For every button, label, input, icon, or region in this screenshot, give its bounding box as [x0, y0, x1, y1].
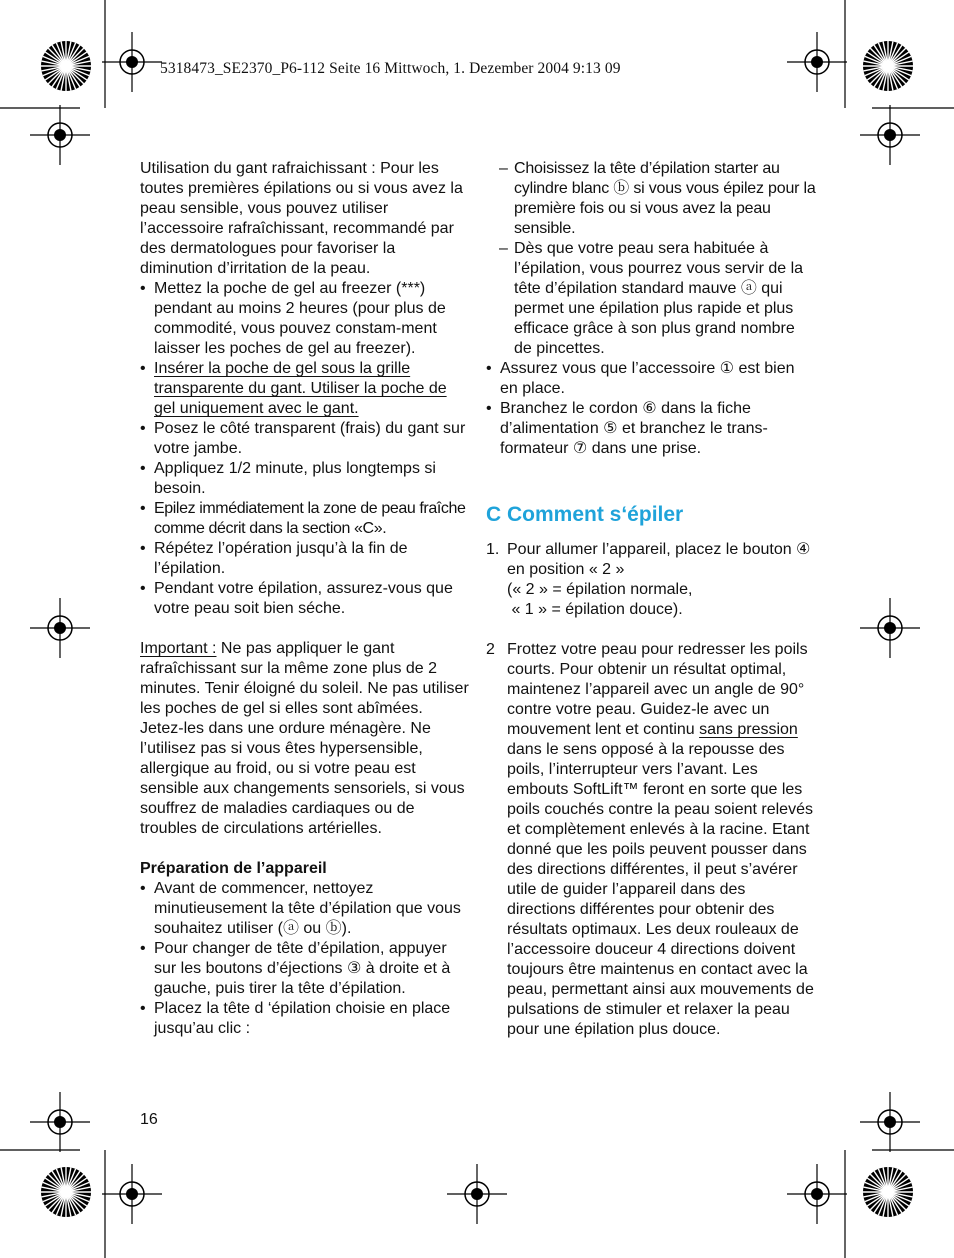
list-item: • Répétez l’opération jusqu’à la fin de l’épilation.	[140, 539, 470, 579]
list-item: • Epilez immédiatement la zone de peau fraîche comme décrit dans la section «C».	[140, 499, 470, 539]
list-item: – Dès que votre peau sera habituée à l’épilation, vous pourrez vous servir de la tête d’épilation standard mauve ⓐ qui permet une épilation plus rapide et plus efficace grâce à son plus grand nombre de pincettes.	[486, 239, 816, 359]
important-text: Ne pas appliquer le gant rafraîchissant sur la même zone plus de 2 minutes. Tenir éloigné du soleil. Ne pas utiliser les poches de gel si elles sont abîmées. Jetez-les dans une ordure ménagère. Ne l’utilisez pas si vous êtes hypersensible, allergique au froid, ou si votre peau est sensible aux changements sensoriels, si vous souffrez de maladies cardiaques ou de troubles de circulations artérielles.	[140, 640, 469, 837]
step-line: « 1 » = épilation douce).	[507, 601, 683, 618]
list-item: • Insérer la poche de gel sous la grille transparente du gant. Utiliser la poche de gel uniquement avec le gant.	[140, 359, 470, 419]
left-column	[140, 159, 470, 1039]
list-item: • Posez le côté transparent (frais) du gant sur votre jambe.	[140, 419, 470, 459]
list-item: • Branchez le cordon ⑥ dans la fiche d’alimentation ⑤ et branchez le trans-formateur ⑦ dans une prise.	[486, 399, 816, 459]
step-2	[486, 640, 816, 1040]
step-number: 1.	[486, 541, 500, 558]
list-item: • Assurez vous que l’accessoire ① est bien en place.	[486, 359, 816, 399]
list-item: – Choisissez la tête d’épilation starter au cylindre blanc ⓑ si vous vous épilez pour la première fois ou si vous avez la peau sensible.	[486, 159, 816, 239]
list-item: • Avant de commencer, nettoyez minutieusement la tête d’épilation que vous souhaitez utiliser (ⓐ ou ⓑ).	[140, 879, 470, 939]
step-line: Pour allumer l’appareil, placez le bouton ④ en position « 2 »	[507, 541, 811, 578]
step-number: 2	[486, 641, 495, 658]
print-header: 5318473_SE2370_P6-112 Seite 16 Mittwoch, 1. Dezember 2004 9:13 09	[160, 60, 621, 77]
step-text-part: Frottez votre peau pour redresser les poils courts. Pour obtenir un résultat optimal, maintenez l’appareil avec un angle de 90° contre votre peau. Guidez-le avec un mouvement lent et continu	[507, 641, 808, 738]
right-column	[486, 159, 816, 1040]
intro-paragraph: Utilisation du gant rafraichissant : Pour les toutes premières épilations ou si vous avez la peau sensible, vous pouvez utiliser l’accessoire rafraîchissant, recommandé par des dermatologues pour favoriser la diminution d’irritation de la peau.	[140, 160, 463, 277]
step-text	[507, 640, 816, 1040]
sans-pression-emphasis: sans pression	[699, 721, 798, 738]
page-number: 16	[140, 1111, 158, 1128]
step-1	[486, 540, 816, 620]
list-item: • Mettez la poche de gel au freezer (***) pendant au moins 2 heures (pour plus de commodité, vous pouvez constam-ment laisser les poches de gel au freezer).	[140, 279, 470, 359]
step-line: (« 2 » = épilation normale,	[507, 581, 693, 598]
prep-title: Préparation de l’appareil	[140, 860, 327, 877]
important-label: Important :	[140, 640, 217, 657]
section-heading: C Comment s‘épiler	[486, 503, 684, 526]
list-item: • Placez la tête d ‘épilation choisie en place jusqu’au clic :	[140, 999, 470, 1039]
step-text-part: dans le sens opposé à la repousse des poils, l’interrupteur vers l’avant. Les embouts SoftLift™ feront en sorte que les poils couchés contre la peau soient relevés et complètement enlevés à la racine. Etant donné que les poils peuvent pousser dans des directions différentes, il peut s’avérer utile de guider l’appareil dans des directions différentes pour obtenir des résultats optimaux. Les deux rouleaux de l’accessoire douceur 4 directions doivent toujours être maintenus en contact avec la peau, permettant ainsi aux mouvements de pulsations de stimuler et relaxer la peau pour une épilation plus douce.	[507, 741, 814, 1038]
list-item: • Pendant votre épilation, assurez-vous que votre peau soit bien séche.	[140, 579, 470, 619]
list-item: • Pour changer de tête d’épilation, appuyer sur les boutons d’éjections ③ à droite et à gauche, puis tirer la tête d’épilation.	[140, 939, 470, 999]
list-item: • Appliquez 1/2 minute, plus longtemps si besoin.	[140, 459, 470, 499]
important-paragraph	[140, 639, 470, 839]
